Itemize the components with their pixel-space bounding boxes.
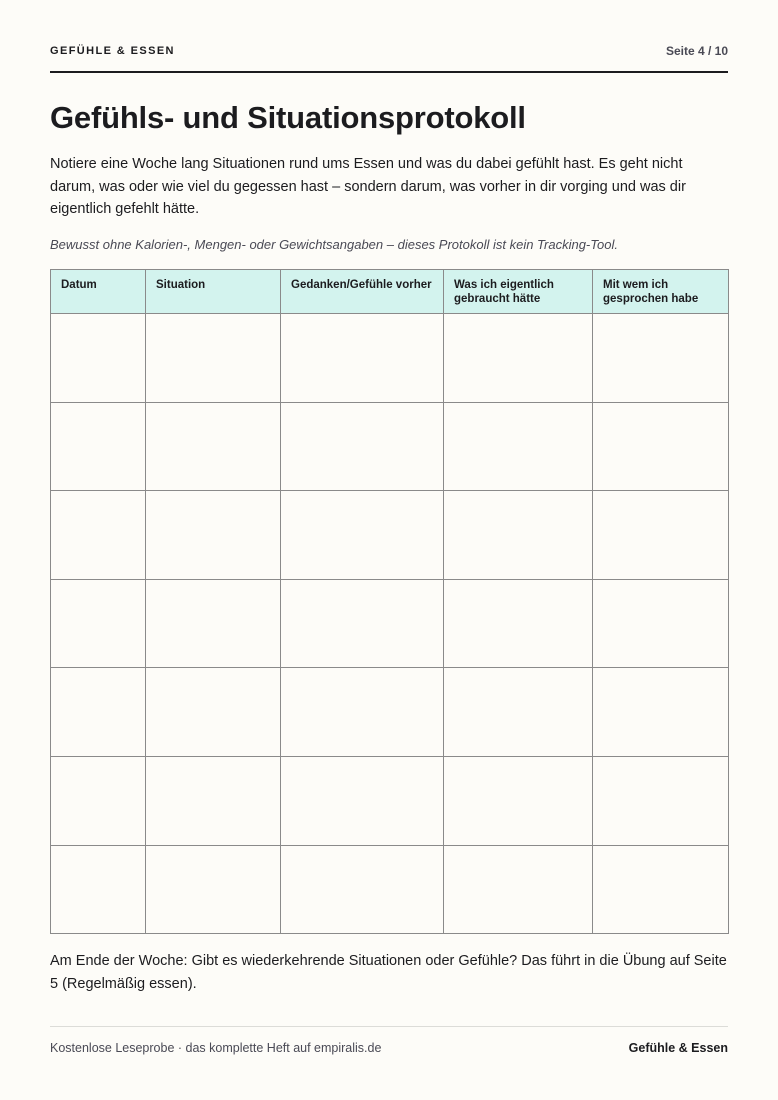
- table-entry-cell: [281, 579, 444, 668]
- table-row: [51, 668, 729, 757]
- table-entry-cell: [146, 579, 281, 668]
- table-entry-cell: [281, 491, 444, 580]
- table-entry-cell: [593, 668, 729, 757]
- intro-paragraph: Notiere eine Woche lang Situationen rund ums Essen und was du dabei gefühlt hast. Es geht nicht darum, was oder wie viel du gegessen hast – sondern darum, was vorher in dir vorging und was dir eigentlich gefehlt hätte.: [50, 156, 686, 217]
- table-row: [51, 845, 729, 934]
- protocol-table: [50, 269, 729, 934]
- table-entry-cell: [146, 402, 281, 491]
- table-row: [51, 314, 729, 403]
- column-header-date: Datum: [51, 270, 146, 314]
- table-entry-cell: [444, 845, 593, 934]
- table-entry-cell: [444, 314, 593, 403]
- table-entry-cell: [146, 756, 281, 845]
- table-entry-cell: [593, 402, 729, 491]
- table-entry-cell: [444, 579, 593, 668]
- closing-paragraph: Am Ende der Woche: Gibt es wiederkehrende Situationen oder Gefühle? Das führt in die Übung auf Seite 5 (Regelmäßig essen).: [50, 953, 727, 992]
- document-page: [50, 0, 728, 1100]
- table-entry-cell: [444, 756, 593, 845]
- page-header: [50, 42, 728, 62]
- table-row: [51, 756, 729, 845]
- table-entry-cell: [146, 314, 281, 403]
- table-entry-cell: [444, 491, 593, 580]
- table-entry-cell: [281, 845, 444, 934]
- table-header-row: [51, 270, 729, 314]
- table-row: [51, 579, 729, 668]
- table-entry-cell: [593, 845, 729, 934]
- table-entry-cell: [51, 491, 146, 580]
- table-row: [51, 402, 729, 491]
- table-entry-cell: [593, 756, 729, 845]
- table-entry-cell: [51, 314, 146, 403]
- table-entry-cell: [281, 402, 444, 491]
- footer-promo-text: Kostenlose Leseprobe · das komplette Heft auf empiralis.de: [50, 1041, 382, 1055]
- table-entry-cell: [444, 402, 593, 491]
- table-entry-cell: [51, 668, 146, 757]
- table-entry-cell: [444, 668, 593, 757]
- footer-divider: [50, 1026, 728, 1027]
- table-entry-cell: [281, 756, 444, 845]
- brand-label: GEFÜHLE & ESSEN: [50, 45, 175, 57]
- column-header-needs: Was ich eigentlich gebraucht hätte: [444, 270, 593, 314]
- table-entry-cell: [281, 668, 444, 757]
- column-header-talked-to: Mit wem ich gesprochen habe: [593, 270, 729, 314]
- footer-title: Gefühle & Essen: [628, 1041, 728, 1055]
- table-entry-cell: [593, 491, 729, 580]
- table-entry-cell: [146, 668, 281, 757]
- table-entry-cell: [281, 314, 444, 403]
- table-entry-cell: [51, 402, 146, 491]
- table-entry-cell: [51, 579, 146, 668]
- page-title: Gefühls- und Situationsprotokoll: [50, 100, 526, 135]
- table-entry-cell: [146, 845, 281, 934]
- disclaimer-note: Bewusst ohne Kalorien-, Mengen- oder Gewichtsangaben – dieses Protokoll ist kein Tracking-Tool.: [50, 237, 618, 252]
- table-entry-cell: [51, 845, 146, 934]
- table-entry-cell: [146, 491, 281, 580]
- table-entry-cell: [593, 579, 729, 668]
- column-header-situation: Situation: [146, 270, 281, 314]
- table-row: [51, 491, 729, 580]
- column-header-thoughts-feelings: Gedanken/Gefühle vorher: [281, 270, 444, 314]
- page-number: Seite 4 / 10: [665, 44, 728, 58]
- table-entry-cell: [593, 314, 729, 403]
- table-entry-cell: [51, 756, 146, 845]
- header-divider: [50, 71, 728, 73]
